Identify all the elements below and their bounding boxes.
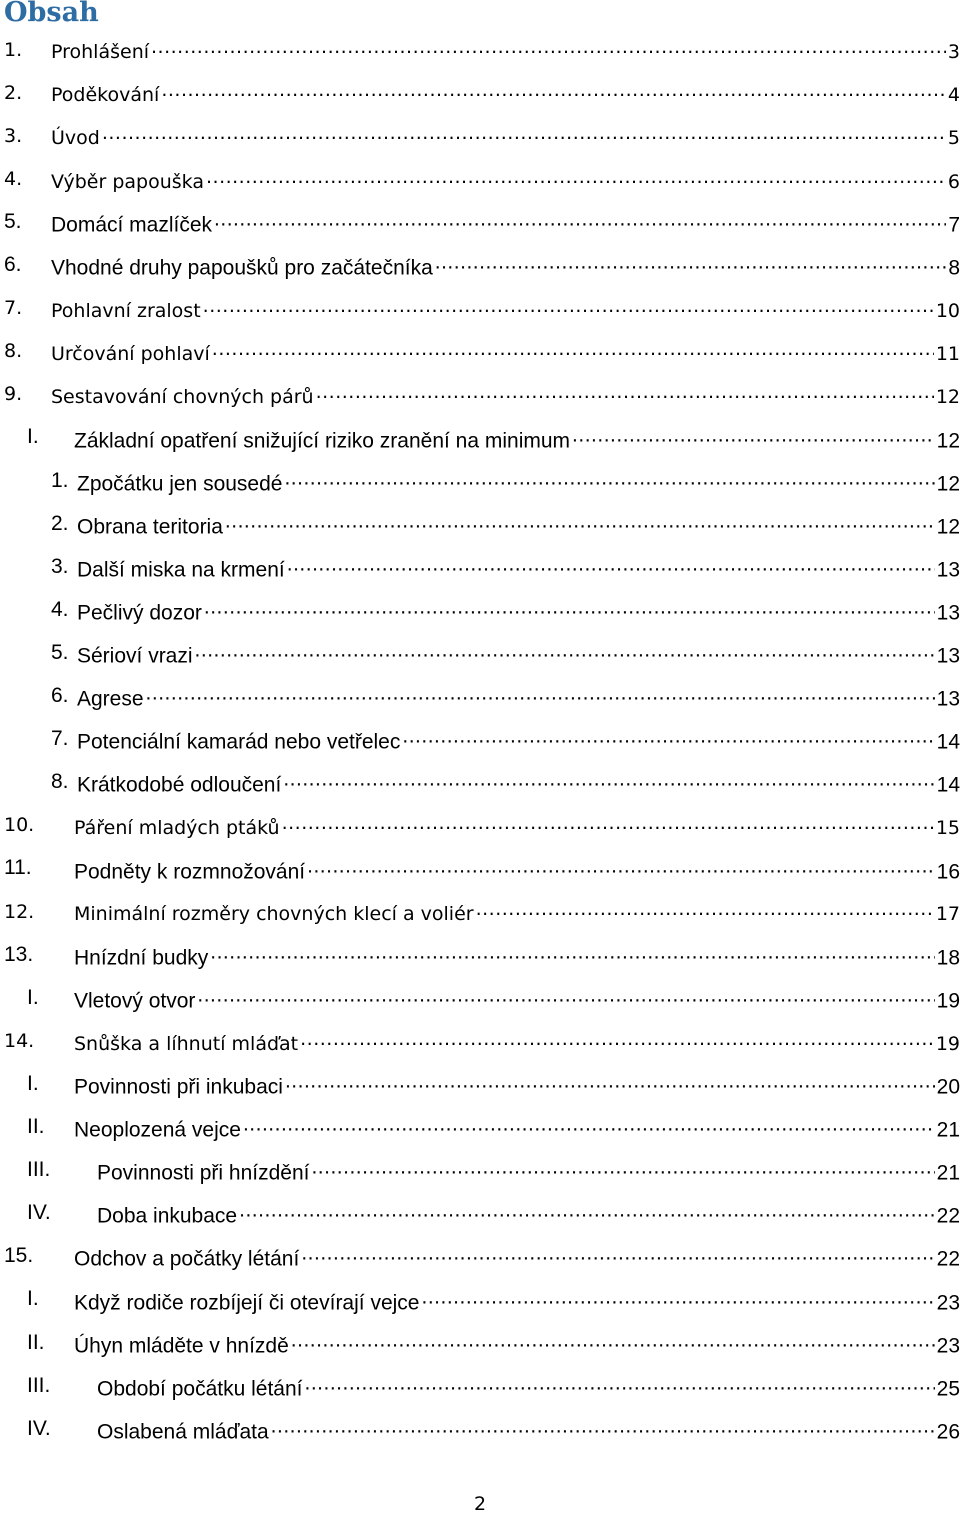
toc-entry-title: Výběr papouška — [51, 170, 204, 193]
toc-entry-title: Úvod — [51, 127, 100, 150]
toc-entry[interactable] — [0, 890, 960, 933]
toc-entry-title: Páření mladých ptáků — [74, 817, 280, 840]
dot-leader — [304, 1370, 934, 1395]
toc-entry[interactable] — [0, 1235, 960, 1278]
dot-leader — [195, 637, 935, 662]
toc-entry[interactable] — [0, 71, 960, 114]
toc-entry-number: II. — [27, 1115, 45, 1138]
toc-entry[interactable] — [0, 157, 960, 200]
dot-leader — [284, 465, 934, 490]
toc-entry-page: 5 — [947, 127, 960, 150]
dot-leader — [203, 294, 934, 317]
toc-entry-page: 6 — [947, 170, 960, 193]
toc-entry-number: 6. — [51, 684, 69, 707]
toc-entry[interactable] — [0, 416, 960, 459]
toc-entry-page: 18 — [936, 946, 960, 970]
toc-entry[interactable] — [0, 114, 960, 157]
toc-entry[interactable] — [0, 287, 960, 330]
toc-entry-page: 20 — [936, 1075, 960, 1099]
toc-entry-title: Sestavování chovných párů — [51, 386, 314, 409]
toc-entry-page: 21 — [936, 1161, 960, 1185]
toc-entry-title: Oslabená mláďata — [97, 1420, 269, 1444]
toc-entry-number: 10. — [4, 814, 35, 837]
toc-entry-number: 5. — [4, 209, 22, 233]
toc-entry-number: 7. — [4, 297, 23, 320]
dot-leader — [225, 508, 935, 533]
toc-entry-page: 8 — [948, 256, 960, 280]
toc-entry[interactable] — [0, 1407, 960, 1450]
dot-leader — [212, 337, 934, 360]
toc-entry-number: I. — [27, 425, 39, 449]
dot-leader — [421, 1284, 934, 1309]
toc-entry-page: 15 — [935, 817, 960, 840]
toc-entry[interactable] — [0, 459, 960, 502]
toc-entry-page: 21 — [936, 1118, 960, 1142]
toc-entry-title: Období počátku létání — [97, 1377, 303, 1401]
toc-entry-page: 12 — [935, 386, 960, 409]
page-number-footer: 2 — [473, 1493, 487, 1515]
toc-entry-page: 23 — [936, 1290, 960, 1314]
toc-entry-number: IV. — [27, 1201, 51, 1225]
toc-entry[interactable] — [0, 1062, 960, 1105]
toc-entry-title: Úhyn mláděte v hnízdě — [74, 1334, 289, 1358]
toc-entry-title: Povinnosti při hnízdění — [97, 1161, 310, 1185]
toc-entry-title: Určování pohlaví — [51, 343, 210, 366]
toc-entry-title: Zpočátku jen sousedé — [77, 472, 283, 496]
dot-leader — [283, 767, 934, 792]
toc-entry[interactable] — [0, 1364, 960, 1407]
toc-entry[interactable] — [0, 718, 960, 761]
toc-entry-title: Prohlášení — [51, 41, 150, 64]
toc-entry-number: II. — [27, 1330, 45, 1354]
toc-entry-number: 7. — [51, 727, 69, 751]
toc-entry[interactable] — [0, 330, 960, 373]
toc-entry-number: 13. — [4, 942, 34, 966]
dot-leader — [151, 36, 946, 59]
toc-entry[interactable] — [0, 1149, 960, 1192]
toc-entry-number: 2. — [51, 511, 69, 535]
toc-entry-page: 12 — [936, 515, 960, 539]
toc-entry[interactable] — [0, 502, 960, 545]
dot-leader — [214, 206, 946, 231]
toc-entry-title: Domácí mazlíček — [51, 213, 213, 237]
toc-entry-page: 4 — [947, 84, 960, 107]
toc-entry-title: Poděkování — [51, 84, 160, 107]
dot-leader — [146, 680, 935, 705]
toc-entry-number: 14. — [4, 1029, 35, 1052]
toc-entry-number: 4. — [51, 597, 69, 621]
toc-entry-title: Doba inkubace — [97, 1204, 238, 1228]
toc-entry-page: 12 — [936, 472, 960, 496]
toc-entry-number: I. — [27, 1071, 39, 1095]
toc-entry[interactable] — [0, 1106, 960, 1149]
toc-entry-title: Podněty k rozmnožování — [74, 859, 306, 883]
dot-leader — [572, 422, 935, 447]
toc-entry[interactable] — [0, 1321, 960, 1364]
toc-entry-page: 14 — [936, 730, 960, 754]
toc-entry-title: Když rodiče rozbíjejí či otevírají vejce — [74, 1290, 420, 1314]
toc-heading: Obsah — [4, 0, 99, 28]
toc-entry-title: Základní opatření snižující riziko zranění na minimum — [74, 428, 571, 452]
toc-entry[interactable] — [0, 675, 960, 718]
toc-entry[interactable] — [0, 933, 960, 976]
toc-entry-title: Další miska na krmení — [77, 558, 285, 582]
toc-entry-title: Minimální rozměry chovných klecí a voliér — [74, 903, 474, 926]
dot-leader — [161, 79, 946, 102]
toc-entry[interactable] — [0, 545, 960, 588]
toc-entry-number: III. — [27, 1373, 51, 1397]
toc-entry-number: IV. — [27, 1416, 51, 1440]
toc-entry-number: I. — [27, 1287, 39, 1311]
toc-entry[interactable] — [0, 976, 960, 1019]
toc-entry[interactable] — [0, 28, 960, 71]
dot-leader — [291, 1327, 935, 1352]
toc-entry-title: Potenciální kamarád nebo vetřelec — [77, 730, 401, 754]
toc-entry-page: 26 — [936, 1420, 960, 1444]
dot-leader — [102, 122, 946, 145]
dot-leader — [197, 982, 934, 1007]
toc-entry-page: 22 — [936, 1247, 960, 1271]
dot-leader — [282, 811, 934, 834]
toc-entry-page: 13 — [936, 558, 960, 582]
toc-entry[interactable] — [0, 761, 960, 804]
toc-entry-number: 3. — [4, 124, 23, 147]
toc-entry-page: 13 — [936, 601, 960, 625]
toc-entry[interactable] — [0, 1192, 960, 1235]
dot-leader — [204, 594, 935, 619]
toc-entry-page: 19 — [935, 1032, 960, 1055]
dot-leader — [316, 380, 934, 403]
dot-leader — [271, 1413, 935, 1438]
dot-leader — [210, 939, 934, 964]
toc-entry[interactable] — [0, 1019, 960, 1062]
toc-entry-page: 11 — [935, 343, 960, 366]
toc-entry[interactable] — [0, 804, 960, 847]
toc-entry-number: 3. — [51, 554, 69, 578]
toc-entry[interactable] — [0, 1278, 960, 1321]
dot-leader — [239, 1198, 935, 1223]
toc-entry-number: 12. — [4, 900, 35, 923]
toc-entry-number: 1. — [4, 38, 23, 61]
toc-entry-page: 23 — [936, 1334, 960, 1358]
toc-entry-title: Neoplozená vejce — [74, 1118, 241, 1142]
toc-entry-number: 8. — [51, 770, 69, 794]
toc-entry-page: 14 — [936, 773, 960, 797]
toc-entry-number: III. — [27, 1158, 51, 1182]
toc-entry-title: Pečlivý dozor — [77, 601, 202, 625]
toc-entry-title: Vhodné druhy papoušků pro začátečníka — [51, 256, 433, 280]
toc-entry[interactable] — [0, 200, 960, 243]
toc-entry-page: 3 — [947, 41, 960, 64]
toc-entry-number: 11. — [4, 856, 32, 880]
dot-leader — [301, 1241, 934, 1266]
toc-entry-title: Povinnosti při inkubaci — [74, 1075, 283, 1099]
dot-leader — [476, 898, 934, 921]
dot-leader — [287, 551, 935, 576]
toc-entry-number: 2. — [4, 81, 23, 104]
toc-entry[interactable] — [0, 847, 960, 890]
toc-entry[interactable] — [0, 631, 960, 674]
dot-leader — [311, 1155, 934, 1180]
toc-entry-page: 10 — [935, 299, 960, 322]
toc-entry-number: 6. — [4, 253, 22, 276]
toc-entry-number: 8. — [4, 340, 23, 363]
toc-entry[interactable] — [0, 244, 960, 287]
toc-entry-title: Pohlavní zralost — [51, 299, 201, 322]
toc-entry-title: Sérioví vrazi — [77, 644, 193, 668]
toc-entry-page: 16 — [936, 859, 960, 883]
toc-entry-page: 25 — [936, 1377, 960, 1401]
toc-entry-number: 5. — [51, 640, 69, 664]
toc-entry[interactable] — [0, 373, 960, 416]
toc-entry-number: 9. — [4, 383, 23, 406]
toc-entry-number: 4. — [4, 167, 23, 190]
toc-entry-page: 12 — [936, 428, 960, 452]
dot-leader — [243, 1111, 935, 1136]
toc-entry-page: 13 — [936, 644, 960, 668]
toc-entry-page: 17 — [935, 903, 960, 926]
dot-leader — [206, 165, 946, 188]
toc-entry-page: 13 — [936, 687, 960, 711]
toc-entry-page: 7 — [948, 213, 960, 237]
dot-leader — [285, 1068, 935, 1093]
toc-entry-title: Snůška a líhnutí mláďat — [74, 1032, 299, 1055]
toc-entry-title: Obrana teritoria — [77, 515, 223, 539]
toc-entry-number: 15. — [4, 1244, 34, 1268]
toc-entry-title: Odchov a počátky létání — [74, 1247, 300, 1271]
dot-leader — [402, 724, 934, 749]
toc-entry-number: 1. — [51, 468, 69, 492]
dot-leader — [435, 249, 947, 274]
dot-leader — [300, 1027, 934, 1050]
toc-entry[interactable] — [0, 588, 960, 631]
toc-entry-page: 19 — [936, 989, 960, 1013]
dot-leader — [307, 853, 935, 878]
toc-entry-number: I. — [27, 985, 39, 1009]
toc-entry-title: Hnízdní budky — [74, 946, 209, 970]
toc-entry-title: Krátkodobé odloučení — [77, 773, 282, 797]
toc-entry-title: Vletový otvor — [74, 989, 196, 1013]
toc-entry-page: 22 — [936, 1204, 960, 1228]
toc-entry-title: Agrese — [77, 687, 144, 711]
